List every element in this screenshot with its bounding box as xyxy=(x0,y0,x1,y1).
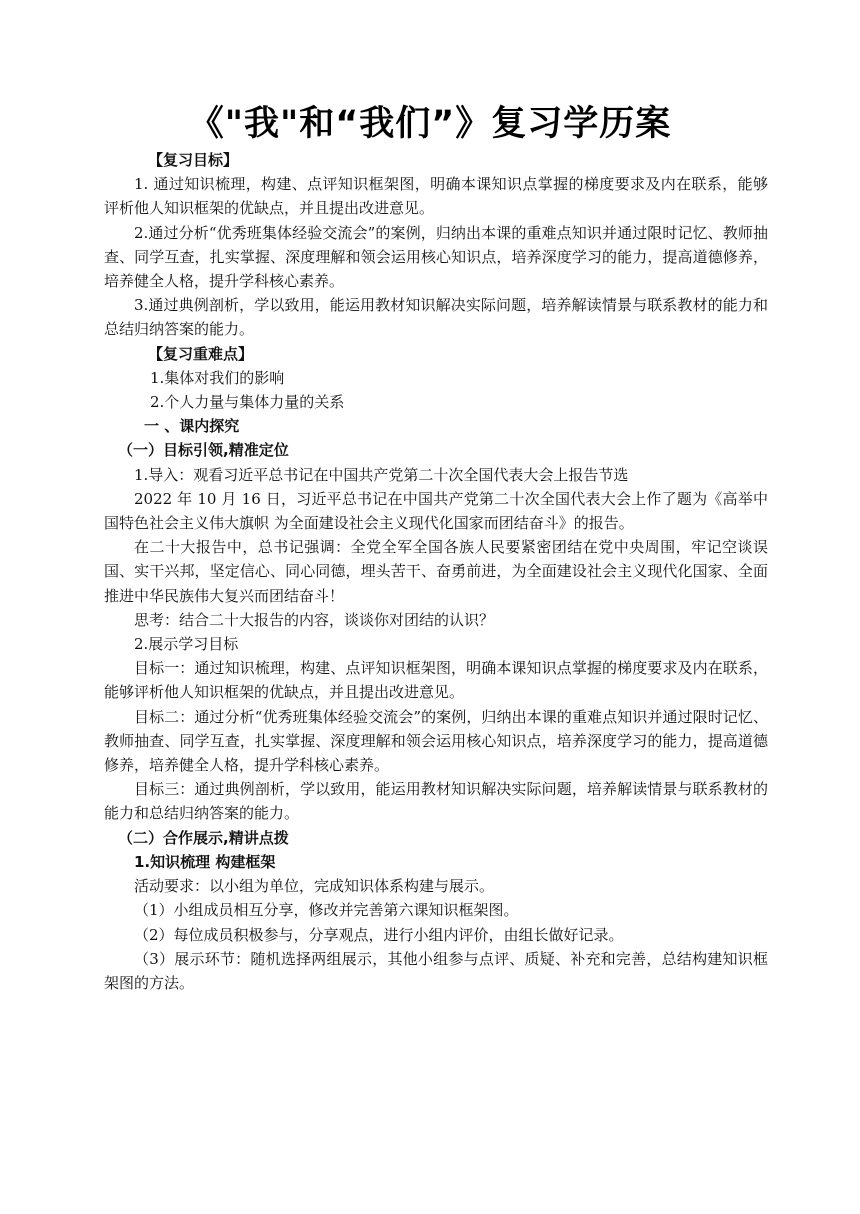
learning-goal: 目标三：通过典例剖析，学以致用，能运用教材知识解决实际问题，培养解读情景与联系教材的能力和总结归纳答案的能力。 xyxy=(104,780,768,823)
activity-requirement: 活动要求：以小组为单位，完成知识体系构建与展示。 xyxy=(134,877,495,896)
key-points-heading: 【复习重难点】 xyxy=(148,344,254,363)
activity-step: （3）展示环节：随机选择两组展示，其他小组参与点评、质疑、补充和完善，总结构建知识框架图的方法。 xyxy=(104,949,768,992)
intro-label: 1.导入：观看习近平总书记在中国共产党第二十次全国代表大会上报告节选 xyxy=(134,465,629,484)
think-question: 思考：结合二十大报告的内容，谈谈你对团结的认识？ xyxy=(134,610,495,629)
paragraph: 在二十大报告中，总书记强调：全党全军全国各族人民要紧密团结在党中央周围，牢记空谈误国、实干兴邦，坚定信心、同心同德，埋头苦干、奋勇前进，为全面建设社会主义现代化国家、全面推进中华民族伟大复兴而团结奋斗！ xyxy=(104,538,768,605)
review-goal-item: 3.通过典例剖析，学以致用，能运用教材知识解决实际问题，培养解读情景与联系教材的能力和总结归纳答案的能力。 xyxy=(104,296,768,339)
document-title: 《"我"和“我们”》复习学历案 xyxy=(188,104,672,144)
activity-step: （2）每位成员积极参与，分享观点，进行小组内评价，由组长做好记录。 xyxy=(134,925,624,944)
key-point-item: 1.集体对我们的影响 xyxy=(150,368,285,387)
activity-step: （1）小组成员相互分享，修改并完善第六课知识框架图。 xyxy=(134,901,519,920)
show-goals-label: 2.展示学习目标 xyxy=(134,635,239,654)
paragraph: 2022 年 10 月 16 日，习近平总书记在中国共产党第二十次全国代表大会上作了题为《高举中国特色社会主义伟大旗帜 为全面建设社会主义现代化国家而团结奋斗》的报告。 xyxy=(104,489,768,533)
subsection-heading: （二）合作展示,精讲点拨 xyxy=(118,828,289,847)
key-point-item: 2.个人力量与集体力量的关系 xyxy=(150,393,345,412)
section-heading: 一 、课内探究 xyxy=(144,417,240,436)
document-body xyxy=(104,148,768,995)
learning-goal: 目标一：通过知识梳理，构建、点评知识框架图，明确本课知识点掌握的梯度要求及内在联系，能够评析他人知识框架的优缺点，并且提出改进意见。 xyxy=(104,659,768,702)
sub-heading: 1.知识梳理 构建框架 xyxy=(134,852,276,871)
subsection-heading: （一）目标引领,精准定位 xyxy=(118,441,289,460)
review-goal-item: 1. 通过知识梳理，构建、点评知识框架图，明确本课知识点掌握的梯度要求及内在联系，能够评析他人知识框架的优缺点，并且提出改进意见。 xyxy=(104,175,768,218)
review-goals-heading: 【复习目标】 xyxy=(148,151,239,169)
learning-goal: 目标二：通过分析“优秀班集体经验交流会”的案例，归纳出本课的重难点知识并通过限时记忆、教师抽查、同学互查，扎实掌握、深度理解和领会运用核心知识点，培养深度学习的能力，提高道德修养，培养健全人格，提升学科核心素养。 xyxy=(104,707,768,775)
review-goal-item: 2.通过分析“优秀班集体经验交流会”的案例，归纳出本课的重难点知识并通过限时记忆、教师抽查、同学互查，扎实掌握、深度理解和领会运用核心知识点，培养深度学习的能力，提高道德修养，培养健全人格，提升学科核心素养。 xyxy=(104,223,768,291)
